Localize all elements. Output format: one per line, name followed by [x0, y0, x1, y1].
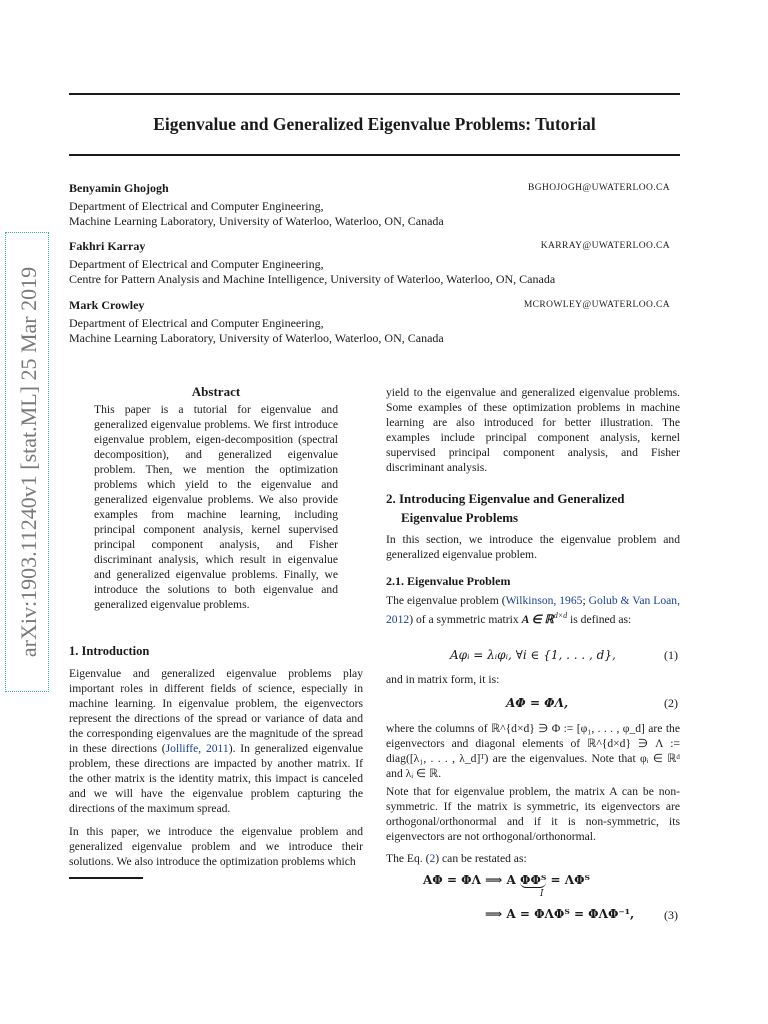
- arxiv-side-stamp: [5, 232, 53, 692]
- footnote-rule: [69, 877, 143, 879]
- author-name: Fakhri Karray: [69, 239, 146, 253]
- eigen-definition-paragraph: where the columns of ℝ^{d×d} ∋ Φ := [φ₁, . . . , φ_d] are the eigenvectors and diagonal elements of ℝ^{d×d} ∋ Λ := diag([λ₁, . . . , λ_d]ᵀ) are the eigenvalues. Note that φᵢ ∈ ℝᵈ and λᵢ ∈ ℝ.: [386, 722, 680, 780]
- abstract-text: This paper is a tutorial for eigenvalue and generalized eigenvalue problems. We first introduce eigenvalue problem, eigen-decomposition (spectral decomposition), and generalized eigenvalue problem. Then, we mention the optimization problems which yield to the eigenvalue and generalized eigenvalue problems. We also provide examples from machine learning, including principal component analysis, kernel supervised principal component analysis, and Fisher discriminant analysis, which result in eigenvalue and generalized eigenvalue problems. Finally, we introduce the solutions to both eigenvalue and generalized eigenvalue problems.: [94, 403, 338, 611]
- author-affiliation-line: Department of Electrical and Computer Engineering,: [69, 316, 324, 330]
- equation-number-1: (1): [664, 648, 678, 662]
- author-email: MCROWLEY@UWATERLOO.CA: [523, 300, 670, 310]
- paragraph-text: is defined as:: [567, 612, 632, 626]
- subsection-heading-2-1: 2.1. Eigenvalue Problem: [386, 574, 511, 588]
- intro-text: ). In generalized eigenvalue problem, these directions are impacted by another matrix. If the other matrix is the identity matrix, this impact is canceled and we will have the eigenvalue problem capturing the directions of the maximum spread.: [69, 742, 364, 815]
- title-bottom-rule: [69, 154, 680, 156]
- section-heading-2-line1: 2. Introducing Eigenvalue and Generalized: [386, 491, 625, 506]
- right-continuation-paragraph: yield to the eigenvalue and generalized eigenvalue problems. Some examples of these optimization problems in machine learning are also introduced for better illustration. The examples include principal component analysis, kernel supervised principal component analysis, and Fisher discriminant analysis.: [386, 386, 680, 474]
- intro-paragraph-1: [69, 666, 363, 816]
- equation-2: AΦ = ΦΛ,: [506, 696, 569, 710]
- math-inline: A ∈ ℝ: [521, 612, 554, 626]
- intro-text: Eigenvalue and generalized eigenvalue problems play important roles in different fields of science, especially in machine learning. In eigenvalue problem, the eigenvectors represent the directions of the spread or variance of data and the corresponding eigenvalues are the magnitude of the spread in these directions (: [69, 667, 363, 755]
- equation-number-3: (3): [664, 908, 678, 922]
- author-email: KARRAY@UWATERLOO.CA: [540, 241, 670, 251]
- nonsymmetric-note-paragraph: Note that for eigenvalue problem, the matrix A can be non-symmetric. If the matrix is symmetric, its eigenvectors are orthogonal/orthonormal and if it is non-symmetric, its eigenvectors are not orthogonal/orthonormal.: [386, 785, 680, 843]
- equation-3-line-1: [423, 873, 590, 888]
- title-top-rule: [69, 93, 680, 95]
- math-superscript: d×d: [553, 611, 568, 620]
- section-2-paragraph: In this section, we introduce the eigenvalue problem and generalized eigenvalue problem.: [386, 533, 680, 561]
- author-email: BGHOJOGH@UWATERLOO.CA: [528, 183, 670, 193]
- equation-3-line-2: ⟹ A = ΦΛΦᵀ = ΦΛΦ⁻¹,: [485, 907, 635, 921]
- paragraph-text: The Eq. (: [386, 852, 430, 865]
- restate-text: [386, 851, 527, 866]
- equation-3-underbrace: ΦΦᵀ: [519, 873, 547, 887]
- author-affiliation-line: Department of Electrical and Computer Engineering,: [69, 199, 324, 213]
- author-name: Mark Crowley: [69, 298, 145, 312]
- paragraph-text: ) of a symmetric matrix: [409, 612, 519, 626]
- equation-number-2: (2): [664, 696, 678, 710]
- subsection-2-1-paragraph: [386, 593, 680, 627]
- equation-3-right: = ΛΦᵀ: [546, 873, 590, 887]
- author-name: Benyamin Ghojogh: [69, 181, 169, 195]
- paper-title: Eigenvalue and Generalized Eigenvalue Problems: Tutorial: [153, 114, 596, 134]
- intro-paragraph-2: In this paper, we introduce the eigenvalue problem and generalized eigenvalue problem and we introduce their solutions. We also introduce the optimization problems which: [69, 825, 363, 868]
- equation-3-left: AΦ = ΦΛ ⟹ A: [423, 873, 520, 887]
- matrix-form-text: and in matrix form, it is:: [386, 673, 500, 686]
- author-affiliation-line: Machine Learning Laboratory, University of Waterloo, Waterloo, ON, Canada: [69, 331, 444, 345]
- citation-separator: ;: [582, 594, 589, 607]
- section-heading-2-line2: Eigenvalue Problems: [401, 510, 519, 525]
- citation-link[interactable]: Wilkinson, 1965: [505, 594, 583, 607]
- arxiv-identifier: arXiv:1903.11240v1 [stat.ML] 25 Mar 2019: [16, 266, 41, 658]
- citation-link[interactable]: Golub & Van Loan, 2012: [386, 594, 680, 626]
- section-heading-introduction: 1. Introduction: [69, 644, 150, 658]
- abstract-heading: Abstract: [191, 384, 241, 399]
- paragraph-text: ) can be restated as:: [435, 852, 527, 865]
- underbrace-label: I: [540, 889, 544, 899]
- author-affiliation-line: Centre for Pattern Analysis and Machine Intelligence, University of Waterloo, Waterloo, ON, Canada: [69, 272, 556, 286]
- equation-1: Aφᵢ = λᵢφᵢ, ∀i ∈ {1, . . . , d},: [450, 648, 616, 662]
- author-affiliation-line: Machine Learning Laboratory, University of Waterloo, Waterloo, ON, Canada: [69, 214, 444, 228]
- author-affiliation-line: Department of Electrical and Computer Engineering,: [69, 257, 324, 271]
- paragraph-text: The eigenvalue problem (: [386, 594, 506, 607]
- equation-reference-link[interactable]: 2: [429, 852, 436, 865]
- citation-link[interactable]: Jolliffe, 2011: [165, 742, 229, 755]
